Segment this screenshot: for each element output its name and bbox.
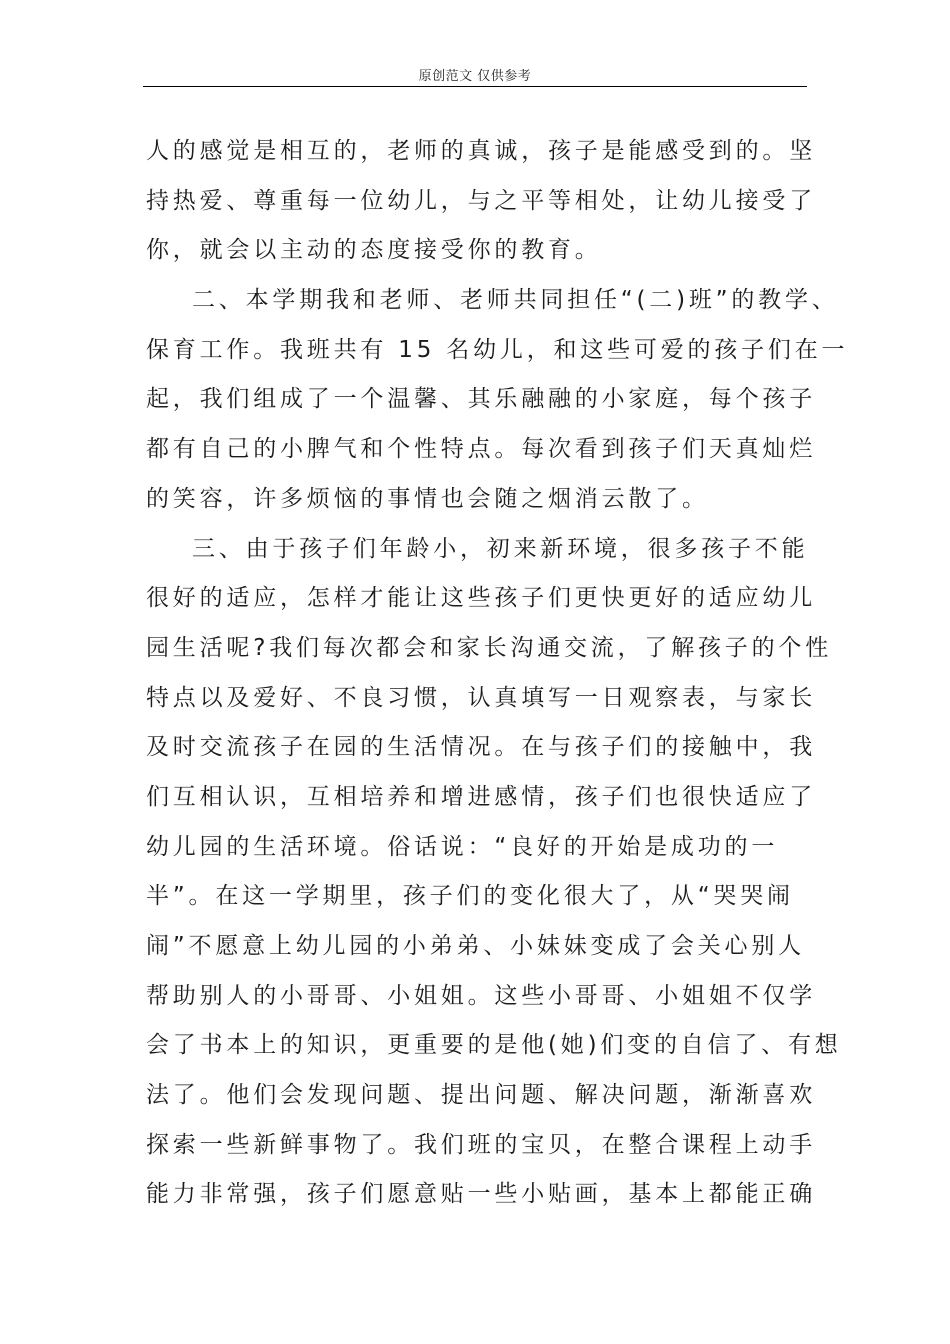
page-header bbox=[143, 62, 807, 88]
text-line: 及时交流孩子在园的生活情况。在与孩子们的接触中，我 bbox=[146, 734, 816, 761]
text-line: 的笑容，许多烦恼的事情也会随之烟消云散了。 bbox=[146, 485, 709, 512]
text-line: 法了。他们会发现问题、提出问题、解决问题，渐渐喜欢 bbox=[146, 1082, 816, 1109]
text-line: 闹”不愿意上幼儿园的小弟弟、小妹妹变成了会关心别人 bbox=[146, 933, 805, 959]
text-line: 园生活呢?我们每次都会和家长沟通交流，了解孩子的个性 bbox=[146, 634, 833, 661]
header-divider bbox=[143, 86, 807, 87]
header-text: 原创范文 仅供参考 bbox=[418, 69, 532, 84]
text-line: 帮助别人的小哥哥、小姐姐。这些小哥哥、小姐姐不仅学 bbox=[146, 982, 816, 1009]
paragraph-start-line: 二、本学期我和老师、老师共同担任“(二)班”的教学、 bbox=[192, 287, 839, 314]
text-line: 人的感觉是相互的，老师的真诚，孩子是能感受到的。坚 bbox=[146, 138, 816, 164]
text-line: 起，我们组成了一个温馨、其乐融融的小家庭，每个孩子 bbox=[146, 386, 816, 413]
text-line: 很好的适应，怎样才能让这些孩子们更快更好的适应幼儿 bbox=[146, 585, 816, 612]
text-line: 能力非常强，孩子们愿意贴一些小贴画，基本上都能正确 bbox=[146, 1181, 816, 1208]
text-line: 保育工作。我班共有 15 名幼儿，和这些可爱的孩子们在一 bbox=[146, 336, 849, 363]
paragraph-start-line: 三、由于孩子们年龄小，初来新环境，很多孩子不能 bbox=[192, 535, 809, 562]
text-line: 探索一些新鲜事物了。我们班的宝贝，在整合课程上动手 bbox=[146, 1131, 816, 1158]
text-line: 特点以及爱好、不良习惯，认真填写一日观察表，与家长 bbox=[146, 684, 816, 711]
text-line: 们互相认识，互相培养和增进感情，孩子们也很快适应了 bbox=[146, 783, 816, 810]
text-line: 半”。在这一学期里，孩子们的变化很大了，从“哭哭闹 bbox=[146, 883, 794, 910]
text-line: 都有自己的小脾气和个性特点。每次看到孩子们天真灿烂 bbox=[146, 436, 816, 463]
text-line: 幼儿园的生活环境。俗话说：“良好的开始是成功的一 bbox=[146, 833, 779, 860]
document-body bbox=[146, 127, 849, 1220]
text-line: 持热爱、尊重每一位幼儿，与之平等相处，让幼儿接受了 bbox=[146, 187, 816, 214]
text-line: 你，就会以主动的态度接受你的教育。 bbox=[146, 237, 602, 264]
text-line: 会了书本上的知识，更重要的是他(她)们变的自信了、有想 bbox=[146, 1032, 842, 1059]
